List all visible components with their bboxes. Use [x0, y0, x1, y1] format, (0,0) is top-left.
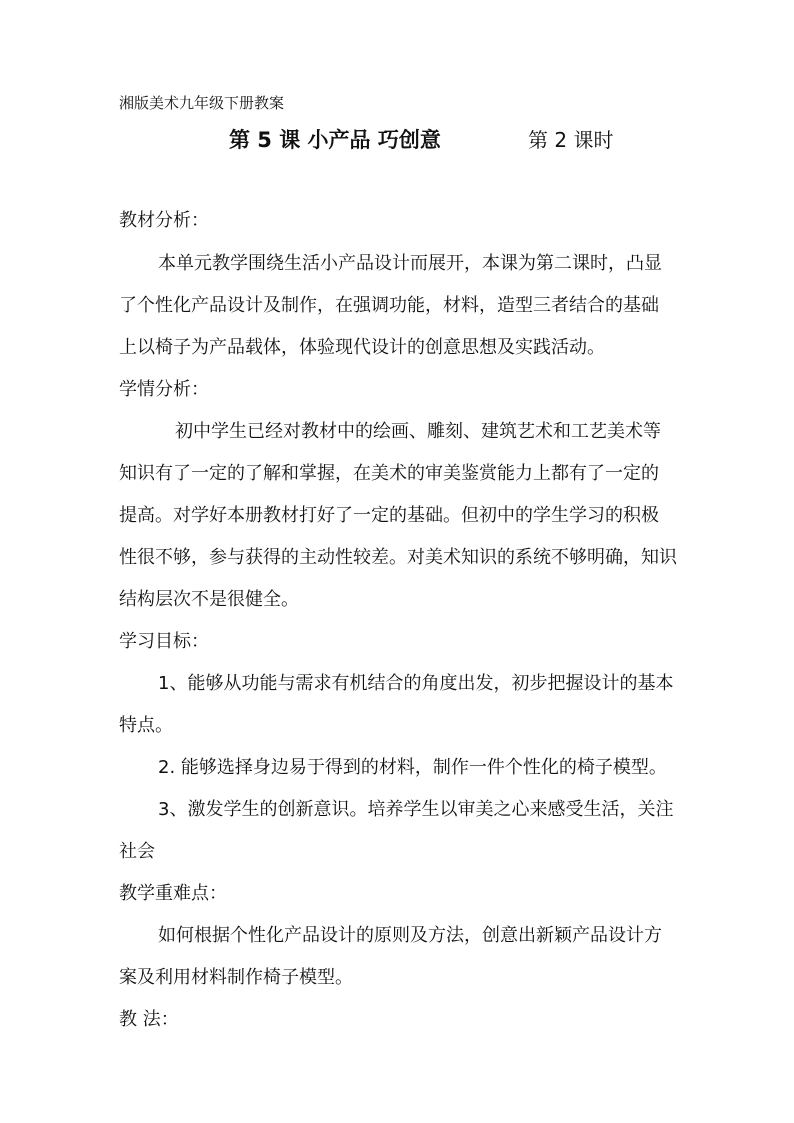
paragraph-line: 知识有了一定的了解和掌握，在美术的审美鉴赏能力上都有了一定的 [119, 463, 659, 484]
paragraph-line: 性很不够，参与获得的主动性较差。对美术知识的系统不够明确，知识 [119, 547, 677, 568]
section-heading-learning-goals: 学习目标： [119, 631, 209, 652]
paragraph-line: 社会 [119, 841, 155, 862]
paragraph-line: 初中学生已经对教材中的绘画、雕刻、建筑艺术和工艺美术等 [175, 421, 661, 442]
paragraph-line: 上以椅子为产品载体，体验现代设计的创意思想及实践活动。 [119, 337, 605, 358]
section-heading-key-difficulties: 教学重难点： [119, 883, 227, 904]
paragraph-line: 结构层次不是很健全。 [119, 589, 299, 610]
section-heading-textbook-analysis: 教材分析： [119, 210, 209, 231]
section-heading-student-analysis: 学情分析： [119, 379, 209, 400]
paragraph-line: 如何根据个性化产品设计的原则及方法，创意出新颖产品设计方 [158, 925, 662, 946]
paragraph-line: 1、能够从功能与需求有机结合的角度出发，初步把握设计的基本 [158, 673, 674, 694]
lesson-title: 第 5 课 小产品 巧创意 [229, 128, 441, 152]
paragraph-line: 提高。对学好本册教材打好了一定的基础。但初中的学生学习的积极 [119, 505, 659, 526]
paragraph-line: 特点。 [119, 715, 173, 736]
lesson-period: 第 2 课时 [528, 128, 614, 152]
paragraph-line: 案及利用材料制作椅子模型。 [119, 967, 353, 988]
paragraph-line: 了个性化产品设计及制作，在强调功能，材料，造型三者结合的基础 [119, 295, 659, 316]
paragraph-line: 2. 能够选择身边易于得到的材料，制作一件个性化的椅子模型。 [158, 757, 667, 778]
paragraph-line: 3、激发学生的创新意识。培养学生以审美之心来感受生活，关注 [158, 799, 674, 820]
paragraph-line: 本单元教学围绕生活小产品设计而展开，本课为第二课时，凸显 [158, 253, 662, 274]
document-header: 湘版美术九年级下册教案 [119, 94, 285, 112]
section-heading-teaching-method: 教 法： [119, 1009, 179, 1030]
